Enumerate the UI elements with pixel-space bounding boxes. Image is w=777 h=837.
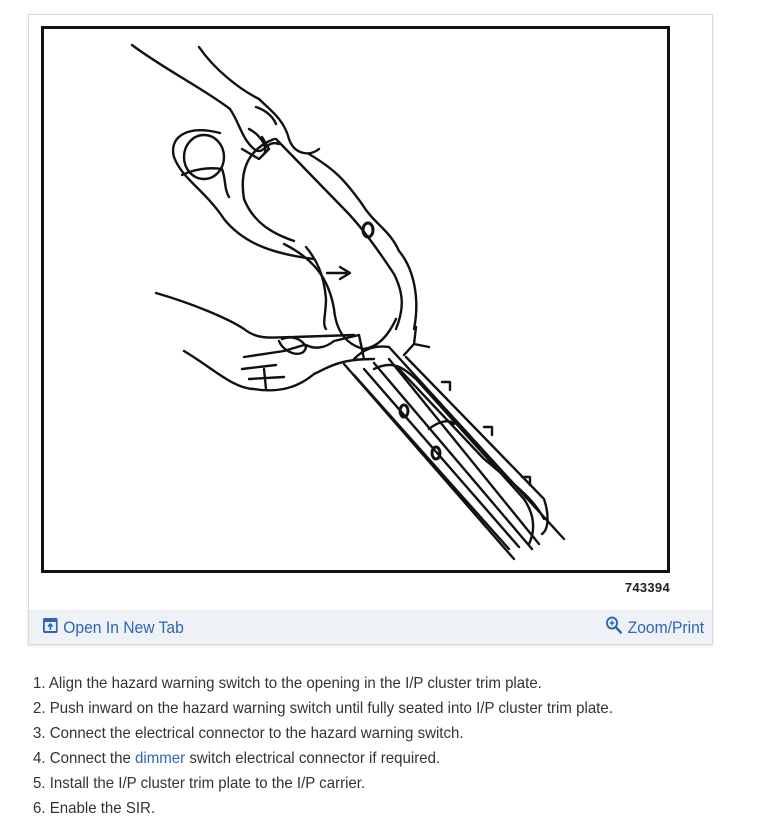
hazard-switch-install-illustration	[44, 29, 667, 570]
open-new-tab-label: Open In New Tab	[63, 617, 184, 637]
zoom-print-label: Zoom/Print	[627, 617, 704, 637]
zoom-in-icon	[605, 616, 622, 639]
step-number: 4.	[33, 750, 46, 767]
figure-footer	[29, 610, 712, 644]
figure-id: 743394	[624, 580, 670, 595]
step-item	[33, 746, 613, 771]
step-item	[33, 771, 613, 796]
step-item	[33, 696, 613, 721]
step-number: 5.	[33, 775, 46, 792]
step-text: Push inward on the hazard warning switch until fully seated into I/P cluster trim plate.	[49, 700, 613, 717]
step-text: Connect the	[49, 750, 136, 767]
figure-card	[28, 14, 713, 645]
step-text: switch electrical connector if required.	[185, 750, 441, 767]
illustration-frame	[41, 26, 670, 573]
zoom-print-link[interactable]	[605, 616, 704, 639]
open-new-tab-icon	[43, 618, 58, 638]
step-number: 3.	[33, 725, 46, 742]
step-item	[33, 796, 613, 821]
step-text: Install the I/P cluster trim plate to the I/P carrier.	[49, 775, 366, 792]
instruction-steps	[33, 671, 650, 821]
step-text: Align the hazard warning switch to the opening in the I/P cluster trim plate.	[48, 675, 542, 692]
step-number: 1.	[33, 675, 46, 692]
step-text: Connect the electrical connector to the hazard warning switch.	[49, 725, 464, 742]
dimmer-link[interactable]: dimmer	[135, 750, 186, 767]
step-item	[33, 721, 613, 746]
step-number: 6.	[33, 800, 46, 817]
step-text: Enable the SIR.	[49, 800, 156, 817]
step-item	[33, 671, 613, 696]
step-number: 2.	[33, 700, 46, 717]
open-new-tab-link[interactable]	[43, 618, 184, 638]
